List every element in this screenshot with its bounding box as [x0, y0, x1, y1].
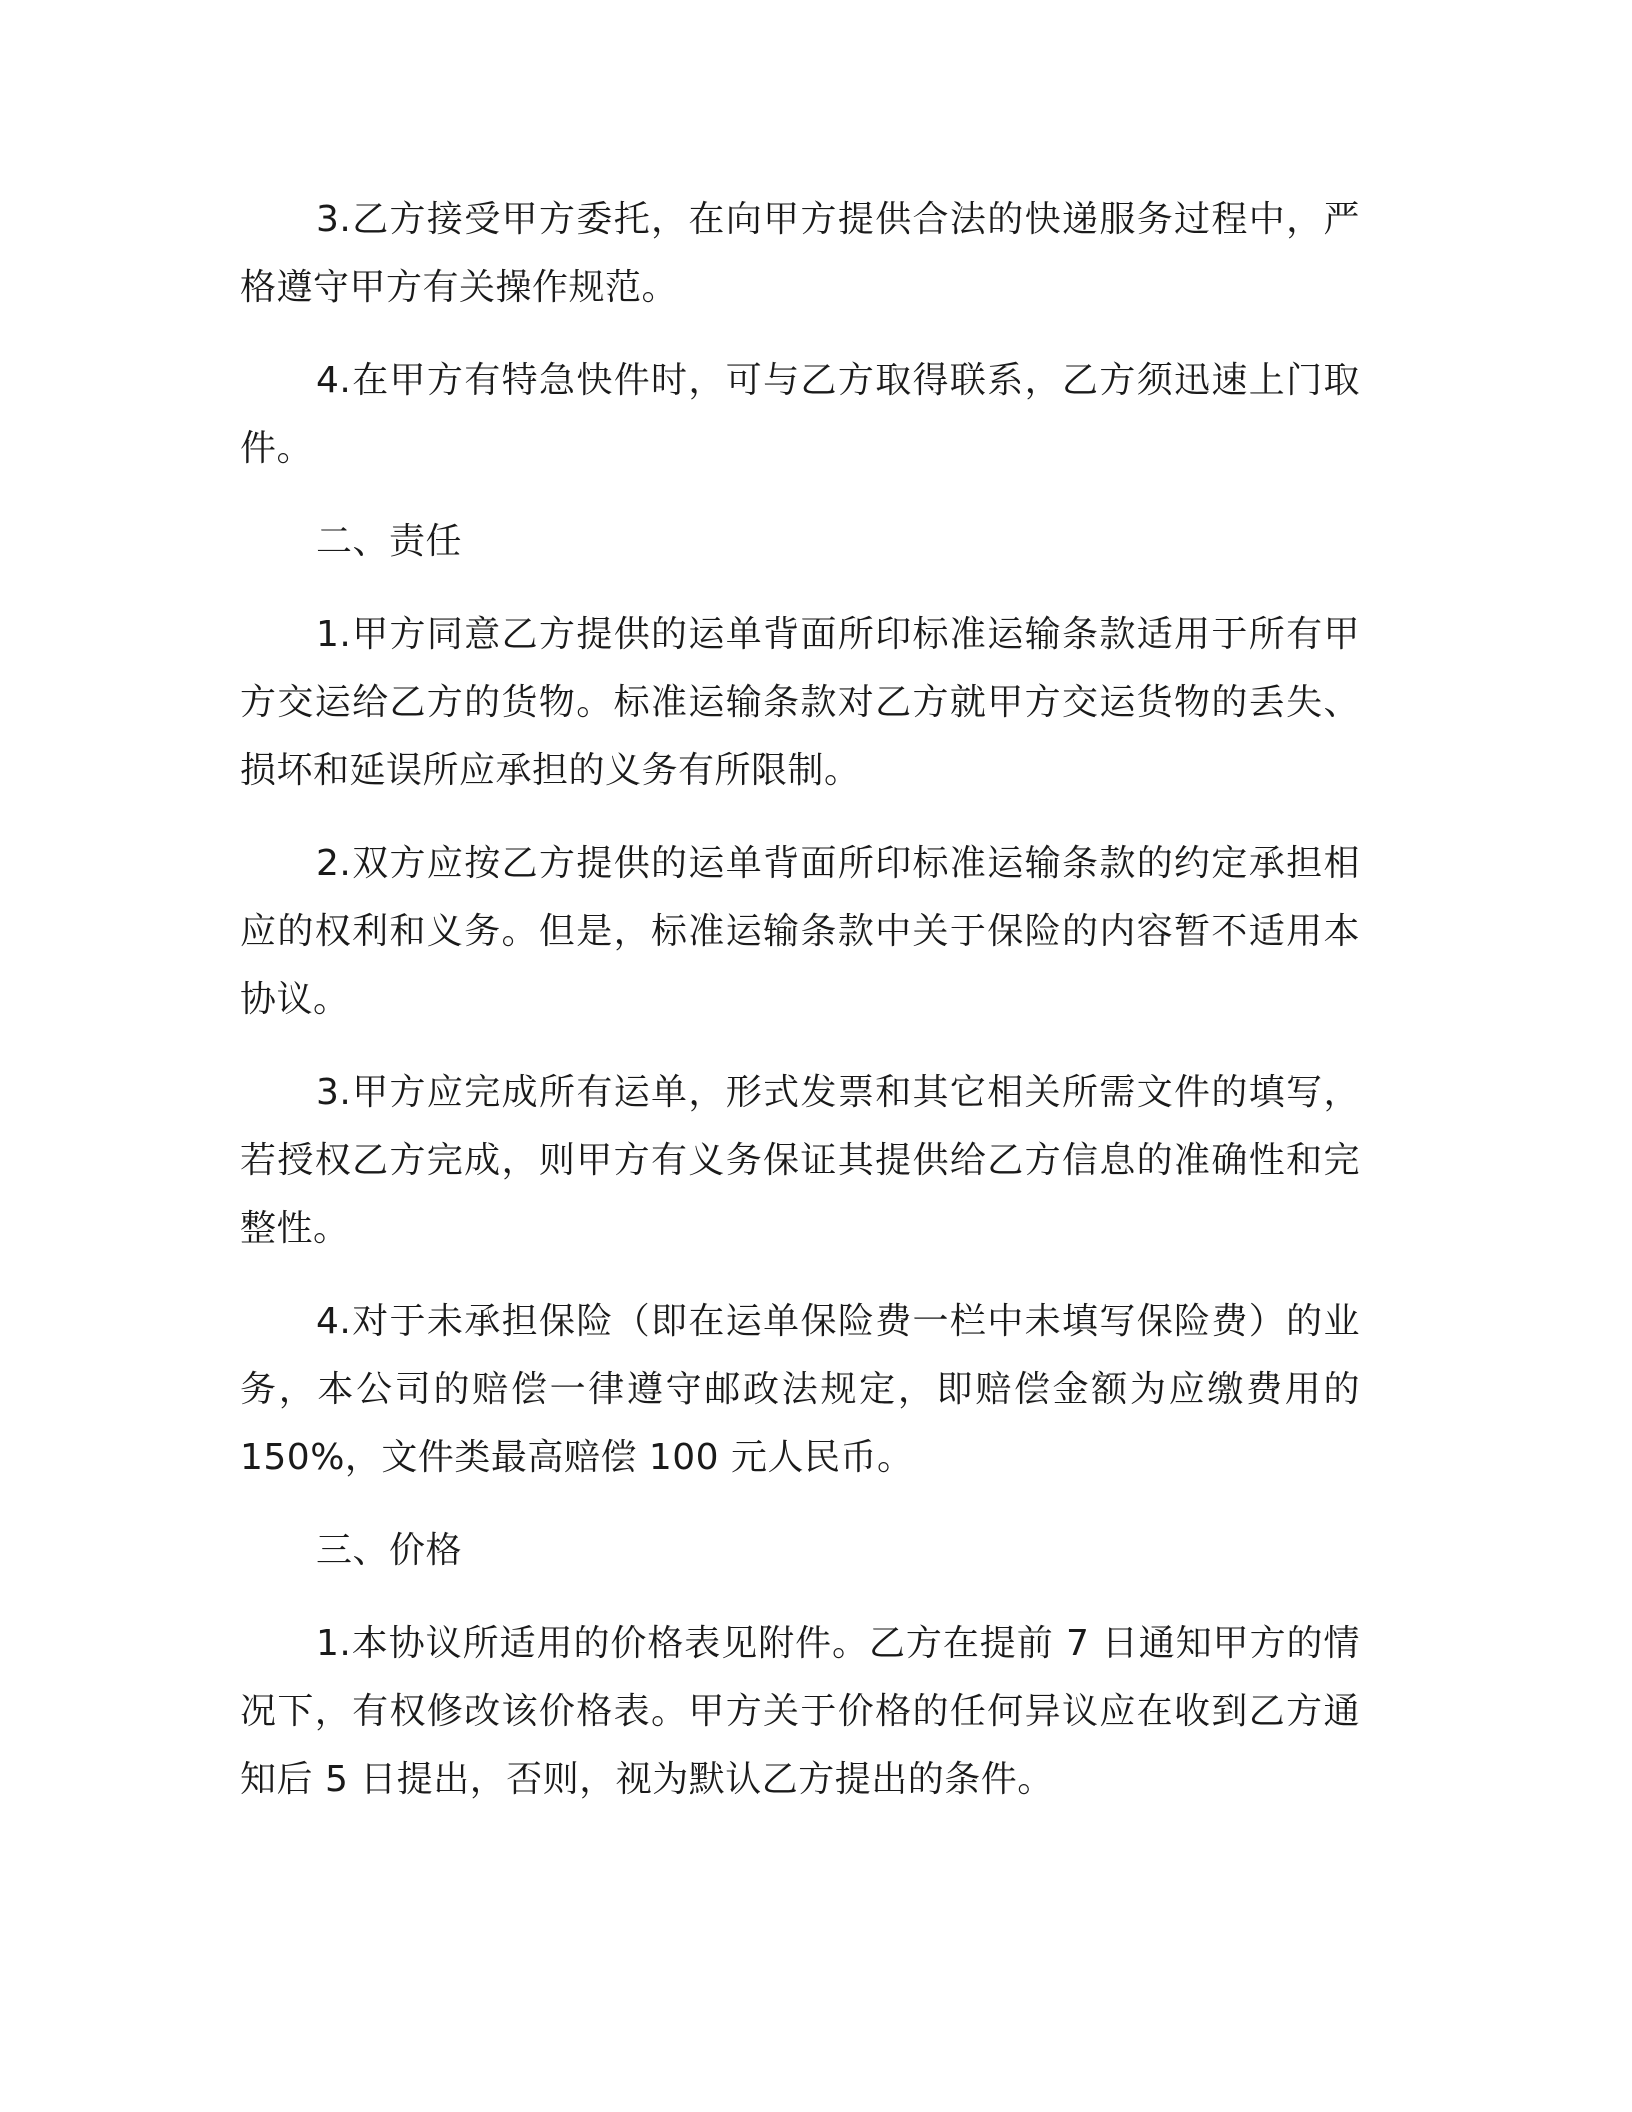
- clause-2-3-paragraph: 3.甲方应完成所有运单，形式发票和其它相关所需文件的填写，若授权乙方完成，则甲方有义务保证其提供给乙方信息的准确性和完整性。: [240, 1072, 1360, 1249]
- clause-1-4-paragraph: 4.在甲方有特急快件时，可与乙方取得联系，乙方须迅速上门取件。: [240, 360, 1360, 469]
- clause-3-1-paragraph: 1.本协议所适用的价格表见附件。乙方在提前 7 日通知甲方的情况下，有权修改该价格表。甲方关于价格的任何异议应在收到乙方通知后 5 日提出，否则，视为默认乙方提出的条件。: [240, 1623, 1360, 1800]
- section-heading-responsibility: 二、责任: [316, 521, 463, 562]
- clause-2-4-paragraph: 4.对于未承担保险（即在运单保险费一栏中未填写保险费）的业务，本公司的赔偿一律遵守邮政法规定，即赔偿金额为应缴费用的150%，文件类最高赔偿 100 元人民币。: [240, 1301, 1360, 1478]
- clause-2-1-paragraph: 1.甲方同意乙方提供的运单背面所印标准运输条款适用于所有甲方交运给乙方的货物。标准运输条款对乙方就甲方交运货物的丢失、损坏和延误所应承担的义务有所限制。: [240, 614, 1360, 791]
- clause-1-3-paragraph: 3.乙方接受甲方委托，在向甲方提供合法的快递服务过程中，严格遵守甲方有关操作规范。: [240, 199, 1360, 308]
- clause-2-2-paragraph: 2.双方应按乙方提供的运单背面所印标准运输条款的约定承担相应的权利和义务。但是，标准运输条款中关于保险的内容暂不适用本协议。: [240, 843, 1360, 1020]
- document-body: [240, 186, 1360, 1839]
- section-heading-price: 三、价格: [316, 1530, 463, 1571]
